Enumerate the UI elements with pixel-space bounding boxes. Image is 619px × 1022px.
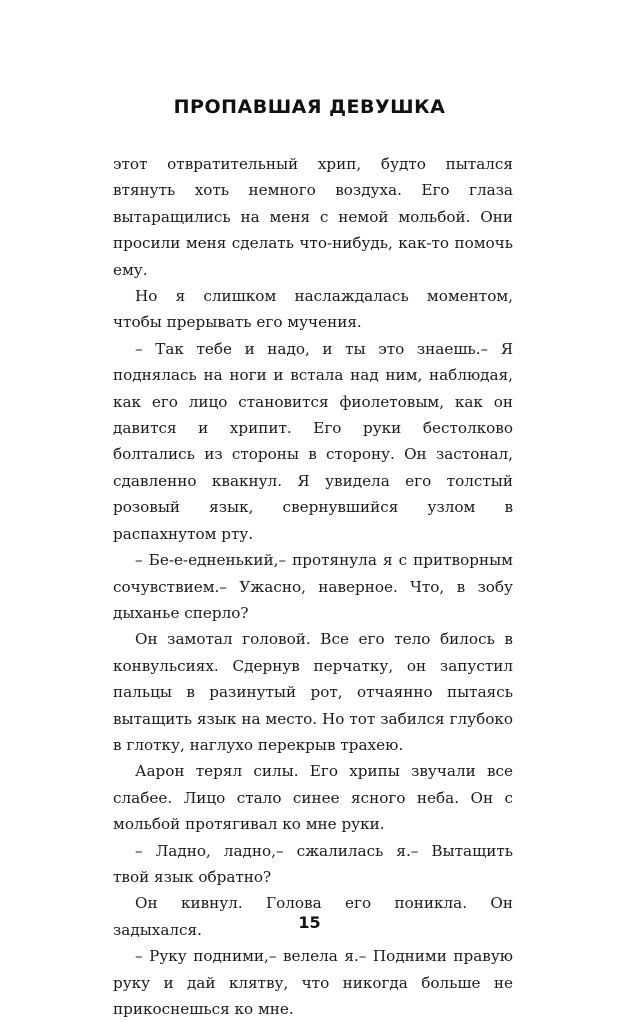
paragraph: Аарон терял силы. Его хрипы звучали все слабее. Лицо стало синее ясного неба. Он с мольбой протягивал ко мне руки. [113, 762, 513, 834]
paragraph: – Ладно, ладно,– сжалилась я.– Вытащить твой язык обратно? [113, 841, 513, 886]
running-title: ПРОПАВШАЯ ДЕВУШКА [173, 96, 446, 118]
body-text [113, 151, 513, 1022]
paragraph: – Бе-е-едненький,– протянула я с притворным сочувствием.– Ужасно, наверное. Что, в зобу дыханье сперло? [113, 551, 513, 622]
paragraph: этот отвратительный хрип, будто пытался втянуть хоть немного воздуха. Его глаза вытаращились на меня с немой мольбой. Они просили меня сделать что-нибудь, как-то помочь ему. [113, 155, 513, 279]
paragraph: – Руку подними,– велела я.– Подними правую руку и дай клятву, что никогда больше не прикоснешься ко мне. [113, 947, 513, 1018]
paragraph: – Так тебе и надо, и ты это знаешь.– Я поднялась на ноги и встала над ним, наблюдая, как его лицо становится фиолетовым, как он давится и хрипит. Его руки бестолково болтались из стороны в сторону. Он застонал, сдавленно квакнул. Я увидела его толстый розовый язык, свернувшийся узлом в распахнутом рту. [113, 339, 513, 543]
page-number: 15 [298, 913, 321, 932]
paragraph: Но я слишком наслаждалась моментом, чтобы прерывать его мучения. [113, 287, 513, 332]
paragraph: Он кивнул. Голова его поникла. Он задыхался. [113, 894, 513, 939]
paragraph: Он замотал головой. Все его тело билось в конвульсиях. Сдернув перчатку, он запустил пальцы в разинутый рот, отчаянно пытаясь вытащить язык на место. Но тот забился глубоко в глотку, наглухо перекрыв трахею. [113, 630, 513, 754]
